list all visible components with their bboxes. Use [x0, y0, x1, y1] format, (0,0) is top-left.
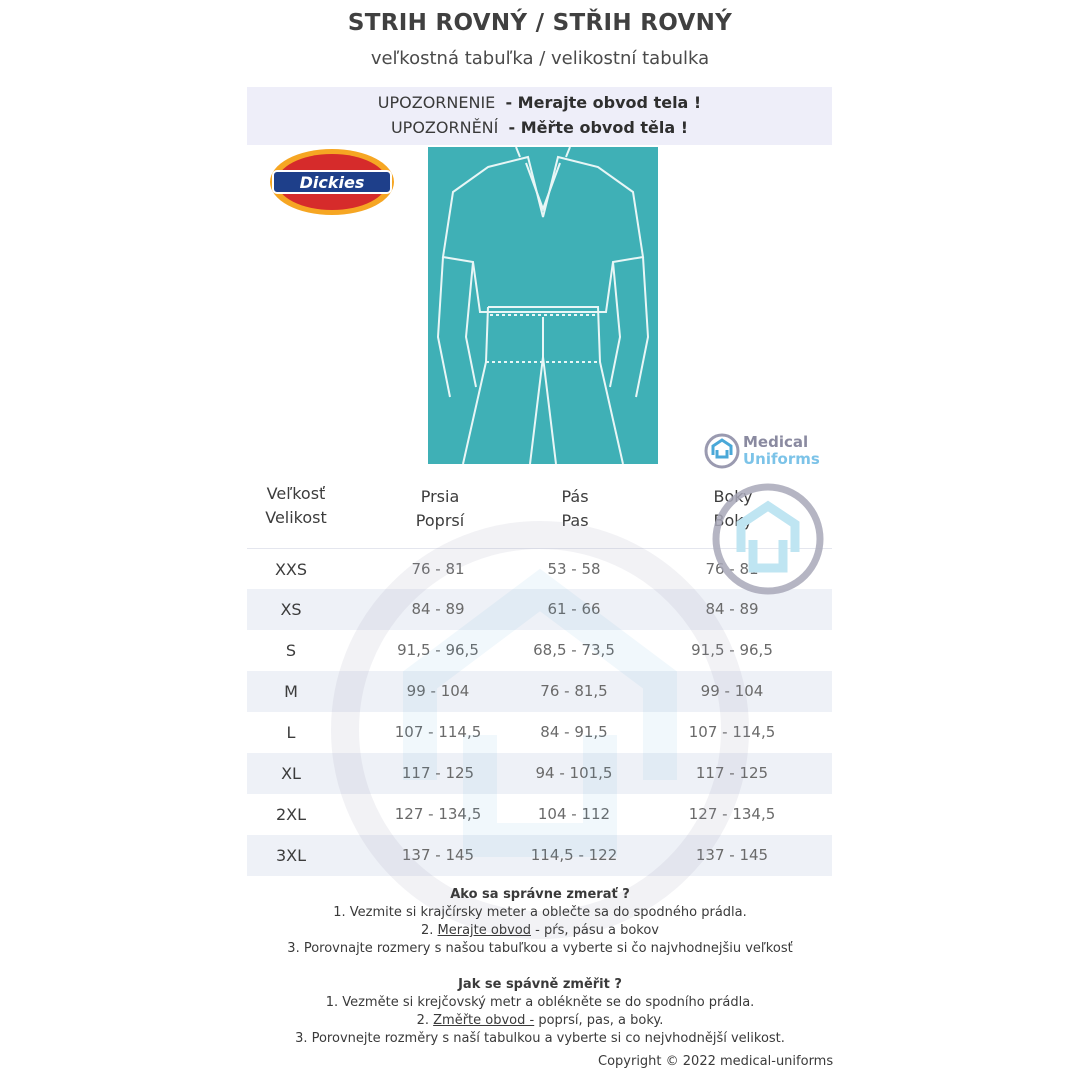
howto-cz-step1: 1. Vezměte si krejčovský metr a oblékněte se do spodního prádla.	[325, 995, 755, 1010]
cell-chest: 117 - 125	[401, 764, 475, 782]
medical-uniforms-logo-line1: Medical	[743, 433, 809, 451]
cell-hips: 76 - 81	[705, 560, 759, 578]
cell-chest: 137 - 145	[401, 846, 475, 864]
cell-size: 2XL	[275, 805, 307, 824]
cell-waist: 53 - 58	[547, 560, 601, 578]
howto-cz	[0, 976, 1080, 1048]
page-title: STRIH ROVNÝ / STŘIH ROVNÝ	[347, 10, 733, 36]
copyright: Copyright © 2022 medical-uniforms	[598, 1054, 834, 1069]
cell-chest: 99 - 104	[406, 682, 470, 700]
table-row	[247, 630, 832, 671]
header-size-cz: Velikost	[265, 508, 327, 527]
cell-size: XXS	[274, 560, 308, 579]
howto-sk-step2-link: Merajte obvod	[437, 923, 532, 938]
howto-cz-step2-link: Změřte obvod -	[433, 1013, 535, 1028]
header-size	[250, 482, 342, 530]
cell-waist: 61 - 66	[547, 600, 601, 618]
cell-size: XL	[281, 764, 301, 783]
howto-sk-step2-prefix: 2.	[420, 923, 434, 938]
howto-cz-step3: 3. Porovnejte rozměry s naší tabulkou a vyberte si co nejvhodnější velikost.	[295, 1031, 785, 1046]
cell-chest: 107 - 114,5	[394, 723, 482, 741]
warning-text-cz: - Měřte obvod těla !	[508, 118, 689, 137]
medical-uniforms-logo-line2: Uniforms	[743, 450, 820, 468]
warning-text-sk: - Merajte obvod tela !	[505, 93, 702, 112]
cell-size: L	[286, 723, 296, 742]
table-row	[247, 794, 832, 835]
cell-size: M	[284, 682, 298, 701]
cell-hips: 127 - 134,5	[688, 805, 776, 823]
cell-chest: 91,5 - 96,5	[397, 641, 479, 659]
header-chest-sk: Prsia	[420, 487, 460, 506]
table-row	[247, 835, 832, 876]
table-row	[247, 671, 832, 712]
measure-warning-banner	[247, 87, 832, 145]
header-waist-cz: Pas	[561, 511, 589, 530]
cell-hips: 84 - 89	[705, 600, 759, 618]
howto-sk-step1: 1. Vezmite si krajčírsky meter a oblečte sa do spodného prádla.	[333, 905, 747, 920]
dickies-logo-text: Dickies	[299, 173, 365, 192]
cell-size: XS	[280, 600, 302, 619]
cell-hips: 107 - 114,5	[688, 723, 776, 741]
howto-cz-step2	[0, 1012, 1080, 1030]
page-subtitle: veľkostná tabuľka / velikostní tabulka	[370, 48, 710, 69]
cell-waist: 94 - 101,5	[535, 764, 613, 782]
howto-cz-step2-rest: poprsí, pas, a boky.	[538, 1013, 664, 1028]
cell-hips: 99 - 104	[700, 682, 764, 700]
cell-hips: 137 - 145	[695, 846, 769, 864]
table-row	[247, 712, 832, 753]
warning-line-cz	[247, 115, 832, 140]
cell-size: 3XL	[275, 846, 307, 865]
header-size-sk: Veľkosť	[266, 484, 326, 503]
cell-hips: 117 - 125	[695, 764, 769, 782]
header-chest	[380, 485, 500, 533]
howto-sk-heading: Ako sa správne zmerať ?	[450, 887, 630, 902]
howto-sk	[0, 886, 1080, 958]
howto-sk-step3: 3. Porovnajte rozmery s našou tabuľkou a vyberte si čo najvhodnejšiu veľkosť	[287, 941, 793, 956]
dickies-logo	[267, 146, 397, 222]
howto-cz-step2-prefix: 2.	[416, 1013, 429, 1028]
cell-waist: 84 - 91,5	[540, 723, 608, 741]
howto-cz-heading: Jak se spávně změřit ?	[458, 977, 622, 992]
warning-label-sk: UPOZORNENIE	[377, 93, 496, 112]
cell-waist: 114,5 - 122	[530, 846, 618, 864]
header-hips-cz: Boky	[713, 511, 753, 530]
howto-sk-step2	[0, 922, 1080, 940]
cell-waist: 76 - 81,5	[540, 682, 608, 700]
cell-chest: 76 - 81	[411, 560, 465, 578]
warning-line-sk	[247, 90, 832, 115]
cell-waist: 104 - 112	[537, 805, 611, 823]
cell-size: S	[285, 641, 297, 660]
cell-chest: 127 - 134,5	[394, 805, 482, 823]
cell-waist: 68,5 - 73,5	[533, 641, 615, 659]
table-row	[247, 753, 832, 794]
mu-emblem-icon	[708, 482, 828, 606]
cell-hips: 91,5 - 96,5	[691, 641, 773, 659]
header-hips-sk: Boky	[713, 487, 753, 506]
scrubs-illustration	[428, 147, 658, 464]
cell-chest: 84 - 89	[411, 600, 465, 618]
header-waist-sk: Pás	[561, 487, 589, 506]
header-waist	[515, 485, 635, 533]
header-chest-cz: Poprsí	[415, 511, 465, 530]
warning-label-cz: UPOZORNĚNÍ	[390, 118, 499, 137]
howto-sk-step2-rest: - pŕs, pásu a bokov	[535, 923, 659, 938]
